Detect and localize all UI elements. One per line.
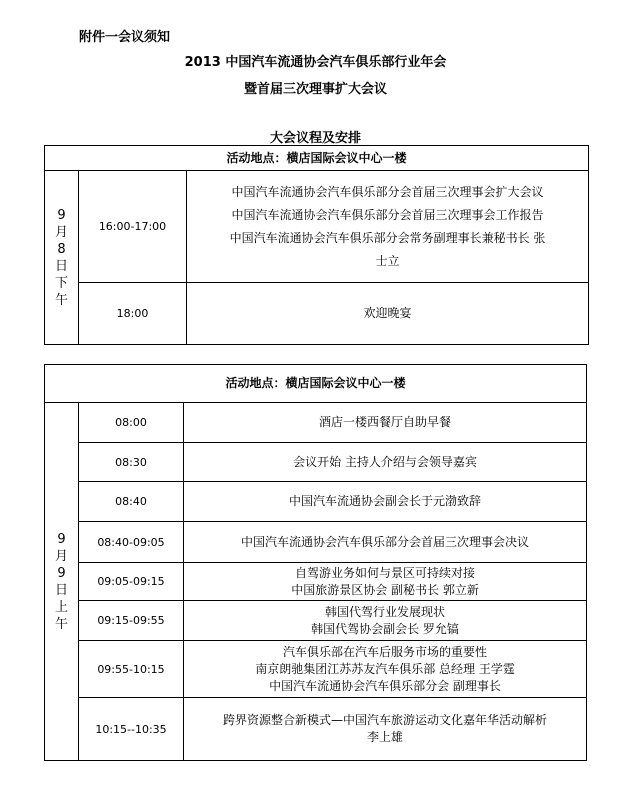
day1-date: 9 月 8 日 下 午	[45, 171, 79, 345]
day1-agenda-table	[44, 145, 589, 345]
agenda-subtitle: 大会议程及安排	[269, 131, 361, 146]
agenda-time: 16:00-17:00	[79, 171, 187, 283]
agenda-event: 韩国代驾行业发展现状 韩国代驾协会副会长 罗允镐	[184, 601, 587, 641]
agenda-time: 08:40	[79, 482, 184, 522]
agenda-event: 跨界资源整合新模式—中国汽车旅游运动文化嘉年华活动解析 李上雄	[184, 698, 587, 761]
agenda-event: 汽车俱乐部在汽车后服务市场的重要性 南京朗驰集团江苏苏友汽车俱乐部 总经理 王学霆 中国汽车流通协会汽车俱乐部分会 副理事长	[184, 641, 587, 698]
agenda-event: 中国汽车流通协会副会长于元渤致辞	[184, 482, 587, 522]
agenda-event: 会议开始 主持人介绍与会领导嘉宾	[184, 443, 587, 482]
agenda-time: 09:55-10:15	[79, 641, 184, 698]
agenda-event: 自驾游业务如何与景区可持续对接 中国旅游景区协会 副秘书长 郭立新	[184, 563, 587, 601]
agenda-event: 欢迎晚宴	[187, 283, 589, 345]
agenda-time: 09:05-09:15	[79, 563, 184, 601]
attachment-label: 附件一会议须知	[79, 30, 171, 45]
agenda-time: 08:30	[79, 443, 184, 482]
day1-location: 活动地点：横店国际会议中心一楼	[45, 146, 589, 171]
document-title-line2: 暨首届三次理事扩大会议	[243, 82, 387, 97]
agenda-event: 酒店一楼西餐厅自助早餐	[184, 403, 587, 443]
document-title-line1: 2013 中国汽车流通协会汽车俱乐部行业年会	[184, 55, 447, 70]
agenda-time: 08:00	[79, 403, 184, 443]
day2-location: 活动地点：横店国际会议中心一楼	[45, 365, 587, 403]
agenda-event: 中国汽车流通协会汽车俱乐部分会首届三次理事会扩大会议 中国汽车流通协会汽车俱乐部分会首届三次理事会工作报告 中国汽车流通协会汽车俱乐部分会常务副理事长兼秘书长 张 士立	[187, 171, 589, 283]
agenda-time: 18:00	[79, 283, 187, 345]
agenda-event: 中国汽车流通协会汽车俱乐部分会首届三次理事会决议	[184, 522, 587, 563]
day2-agenda-table	[44, 364, 587, 761]
day2-date: 9 月 9 日 上 午	[45, 403, 79, 761]
agenda-time: 10:15--10:35	[79, 698, 184, 761]
agenda-time: 08:40-09:05	[79, 522, 184, 563]
agenda-time: 09:15-09:55	[79, 601, 184, 641]
